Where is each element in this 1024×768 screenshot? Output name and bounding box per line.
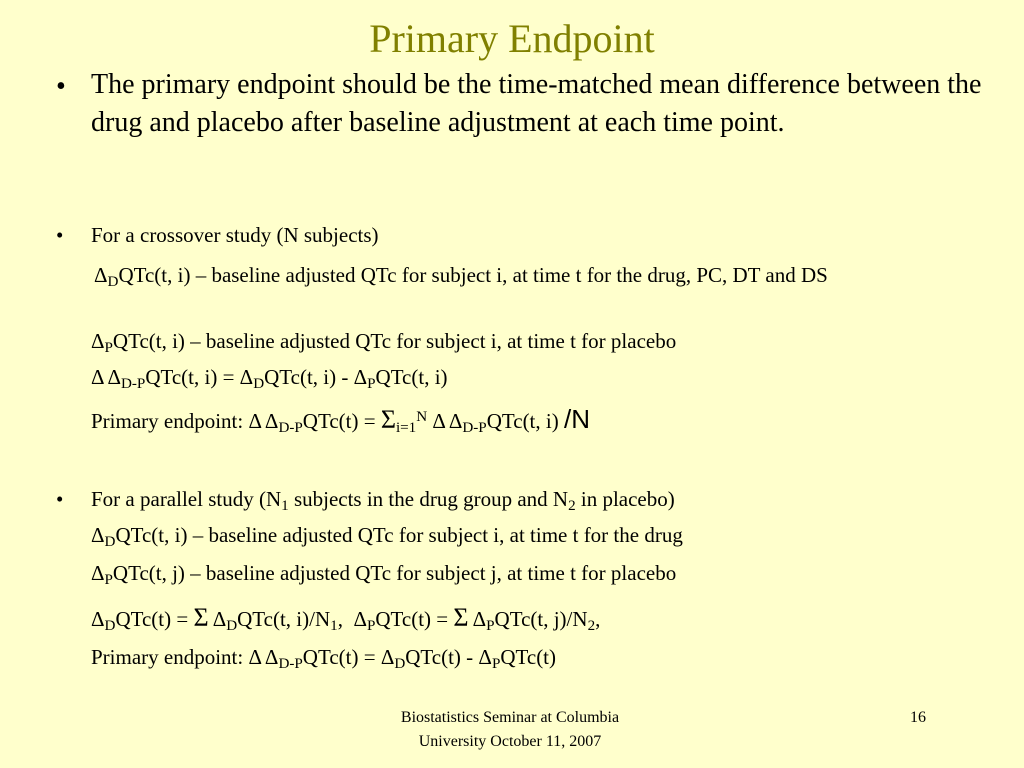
sum-range-lower: i=1 [395,419,417,436]
parallel-delta-d-definition [91,522,1000,549]
formula-text: QTc(t, i) = [145,365,240,389]
formula-text: QTc(t) [500,645,557,669]
crossover-primary-endpoint-formula [91,406,1000,435]
subscript-d: D [107,273,119,290]
parallel-delta-p-definition [91,560,1000,587]
crossover-heading: For a crossover study (N subjects) [91,223,379,247]
delta-symbol: Δ [239,365,254,389]
heading-text: subjects in the drug group and N [288,487,569,511]
divide-by-n: /N [563,404,590,434]
parallel-mean-formulas [91,604,1000,633]
subscript-d: D [226,617,238,634]
bullet-primary-endpoint-text: The primary endpoint should be the time-matched mean difference between the drug and placebo after baseline adjustment at each time point. [91,69,982,138]
formula-label: Primary endpoint: [91,645,249,669]
definition-text: QTc(t, j) – baseline adjusted QTc for subject j, at time t for placebo [112,561,677,585]
footer-line: University October 11, 2007 [418,733,602,750]
formula-text: QTc(t) = [375,607,454,631]
delta-symbol: Δ [91,561,105,585]
subscript-dp: D-P [462,419,487,436]
formula-text: QTc(t) = [302,645,381,669]
slide-title: Primary Endpoint [369,16,655,61]
delta-symbol: Δ [248,409,265,433]
delta-symbol: Δ [248,645,265,669]
delta-symbol: Δ [91,329,105,353]
parallel-heading [91,486,1000,513]
formula-label: Primary endpoint: [91,409,249,433]
delta-symbol: Δ [353,365,368,389]
sigma-symbol: Σ [380,405,396,434]
formula-text: QTc(t) - [405,645,479,669]
delta-symbol: Δ [91,523,105,547]
subscript-1: 1 [281,497,289,514]
delta-symbol: Δ [264,409,279,433]
definition-text: QTc(t, i) – baseline adjusted QTc for subject i, at time t for the drug [115,523,683,547]
footer-line: Biostatistics Seminar at Columbia [400,709,620,726]
subscript-p: P [491,655,501,672]
formula-text: , [337,607,354,631]
subscript-d: D [104,617,116,634]
subscript-dp: D-P [120,375,146,392]
subscript-2: 2 [587,617,596,634]
formula-text: , [595,607,601,631]
delta-symbol: Δ [212,607,227,631]
formula-text: QTc(t, j)/N [494,607,588,631]
subscript-2: 2 [568,497,576,514]
bullet-marker: • [56,487,64,511]
delta-symbol: Δ [91,365,108,389]
subscript-1: 1 [330,617,338,634]
delta-symbol: Δ [353,607,367,631]
subscript-d: D [394,655,406,672]
definition-text: QTc(t, i) – baseline adjusted QTc for subject i, at time t for the drug, PC, DT and DS [118,263,828,287]
sigma-symbol: Σ [193,603,209,632]
bullet-marker: • [56,223,64,247]
heading-text: in placebo) [575,487,675,511]
crossover-difference-formula [91,364,1000,391]
subscript-p: P [486,617,495,634]
subscript-d: D [104,533,116,550]
delta-symbol: Δ [107,365,121,389]
delta-symbol: Δ [264,645,279,669]
subscript-p: P [104,339,113,356]
subscript-dp: D-P [278,419,303,436]
formula-text: QTc(t, i) [486,409,564,433]
formula-text: QTc(t) = [115,607,194,631]
subscript-p: P [367,375,376,392]
delta-symbol: Δ [432,409,449,433]
bullet-marker: • [56,71,66,102]
subscript-d: D [253,375,265,392]
delta-symbol: Δ [472,607,487,631]
heading-text: For a parallel study (N [91,487,282,511]
slide-footer [340,706,680,754]
sum-range-upper: N [416,409,428,426]
delta-symbol: Δ [478,645,492,669]
page-number: 16 [910,709,926,726]
formula-text: QTc(t, i) [375,365,448,389]
delta-symbol: Δ [94,263,108,287]
delta-symbol: Δ [448,409,463,433]
crossover-delta-p-definition [91,328,1000,355]
subscript-p: P [366,617,376,634]
formula-text: QTc(t, i) - [264,365,354,389]
parallel-primary-endpoint-formula [91,644,1000,671]
subscript-p: P [104,571,113,588]
delta-symbol: Δ [91,607,105,631]
formula-text: QTc(t, i)/N [237,607,331,631]
definition-text: QTc(t, i) – baseline adjusted QTc for subject i, at time t for placebo [112,329,677,353]
sigma-symbol: Σ [453,603,469,632]
subscript-dp: D-P [278,655,303,672]
crossover-delta-d-definition [91,262,1000,289]
delta-symbol: Δ [380,645,395,669]
formula-text: QTc(t) = [302,409,381,433]
